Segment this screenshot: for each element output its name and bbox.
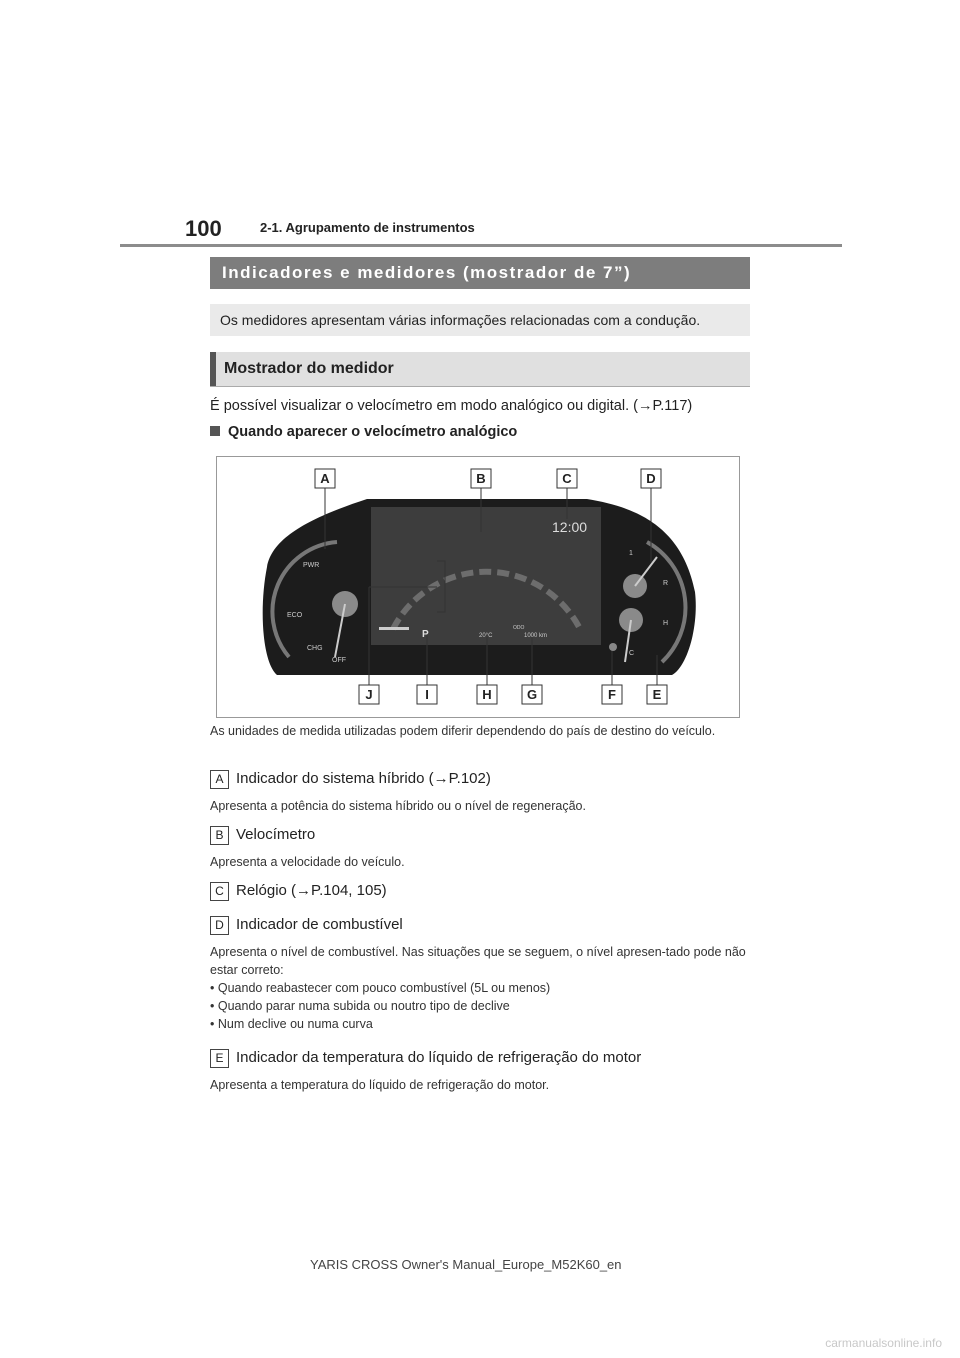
callout-e: E xyxy=(652,687,662,702)
off-label: OFF xyxy=(332,657,346,664)
item-c-text: Relógio (→P.104, 105) xyxy=(236,882,387,899)
item-d-bullets xyxy=(210,979,750,1033)
item-e-label: E xyxy=(210,1049,229,1068)
item-e-desc: Apresenta a temperatura do líquido de refrigeração do motor. xyxy=(210,1078,550,1092)
callout-j: J xyxy=(365,687,373,702)
callout-c: C xyxy=(562,471,572,486)
section-banner: Indicadores e medidores (mostrador de 7”) xyxy=(210,257,750,289)
bullet-heading-text: Quando aparecer o velocímetro analógico xyxy=(228,424,518,440)
item-e-text: Indicador da temperatura do líquido de refrigeração do motor xyxy=(236,1049,642,1066)
header-rule xyxy=(120,244,842,247)
item-e-title xyxy=(210,1049,641,1068)
power-bar xyxy=(379,627,409,630)
fuel-mark-r: R xyxy=(663,580,669,587)
item-a-desc: Apresenta a potência do sistema híbrido ou o nível de regeneração. xyxy=(210,799,586,813)
temp-mark-c: C xyxy=(629,650,635,657)
callout-a: A xyxy=(320,471,330,486)
cluster-figure xyxy=(216,456,740,718)
subheading-rule xyxy=(210,386,750,387)
list-item: • Quando reabastecer com pouco combustível (5L ou menos) xyxy=(210,979,750,997)
watermark: carmanualsonline.info xyxy=(825,1336,942,1350)
clock-readout: 12:00 xyxy=(552,519,588,535)
gear-indicator: P xyxy=(422,629,429,640)
chg-label: CHG xyxy=(307,645,323,652)
callout-d: D xyxy=(646,471,656,486)
item-d-title xyxy=(210,916,403,935)
item-b-text: Velocímetro xyxy=(236,826,316,843)
callout-g: G xyxy=(526,687,538,702)
item-d-desc-text: Apresenta o nível de combustível. Nas situações que se seguem, o nível apresen-tado pode não estar correto: xyxy=(210,945,746,977)
instrument-cluster-illustration xyxy=(217,457,739,717)
item-c-label: C xyxy=(210,882,229,901)
item-a-title xyxy=(210,770,491,789)
footer: YARIS CROSS Owner's Manual_Europe_M52K60_en xyxy=(310,1257,622,1272)
item-b-desc: Apresenta a velocidade do veículo. xyxy=(210,855,405,869)
intro-box: Os medidores apresentam várias informações relacionadas com a condução. xyxy=(210,304,750,336)
square-bullet-icon xyxy=(210,426,220,436)
callout-b: B xyxy=(476,471,486,486)
callout-i: I xyxy=(425,687,429,702)
page-number: 100 xyxy=(185,216,222,241)
item-a-label: A xyxy=(210,770,229,789)
list-item: • Num declive ou numa curva xyxy=(210,1015,750,1033)
callout-f: F xyxy=(608,687,616,702)
eco-label: ECO xyxy=(287,612,303,619)
odo-label: ODO xyxy=(513,625,525,631)
item-c-title xyxy=(210,882,387,901)
item-a-text: Indicador do sistema híbrido (→P.102) xyxy=(236,770,491,787)
item-b-label: B xyxy=(210,826,229,845)
list-item: • Quando parar numa subida ou noutro tipo de declive xyxy=(210,997,750,1015)
subheading: Mostrador do medidor xyxy=(210,352,750,386)
pwr-label: PWR xyxy=(303,562,320,569)
bullet-heading xyxy=(210,424,517,440)
odometer-readout: 1000 km xyxy=(524,633,548,639)
item-d-label: D xyxy=(210,916,229,935)
item-d-desc xyxy=(210,943,750,1033)
paragraph: É possível visualizar o velocímetro em modo analógico ou digital. (→P.117) xyxy=(210,398,693,414)
temp-readout: 20°C xyxy=(479,633,493,639)
temp-mark-h: H xyxy=(663,620,669,627)
indicator-lamp xyxy=(609,643,617,651)
item-d-text: Indicador de combustível xyxy=(236,916,403,933)
section-title: 2-1. Agrupamento de instrumentos xyxy=(260,220,475,235)
callout-h: H xyxy=(482,687,492,702)
item-b-title xyxy=(210,826,315,845)
fuel-mark-1: 1 xyxy=(629,550,633,557)
units-note: As unidades de medida utilizadas podem diferir dependendo do país de destino do veículo. xyxy=(210,724,716,738)
